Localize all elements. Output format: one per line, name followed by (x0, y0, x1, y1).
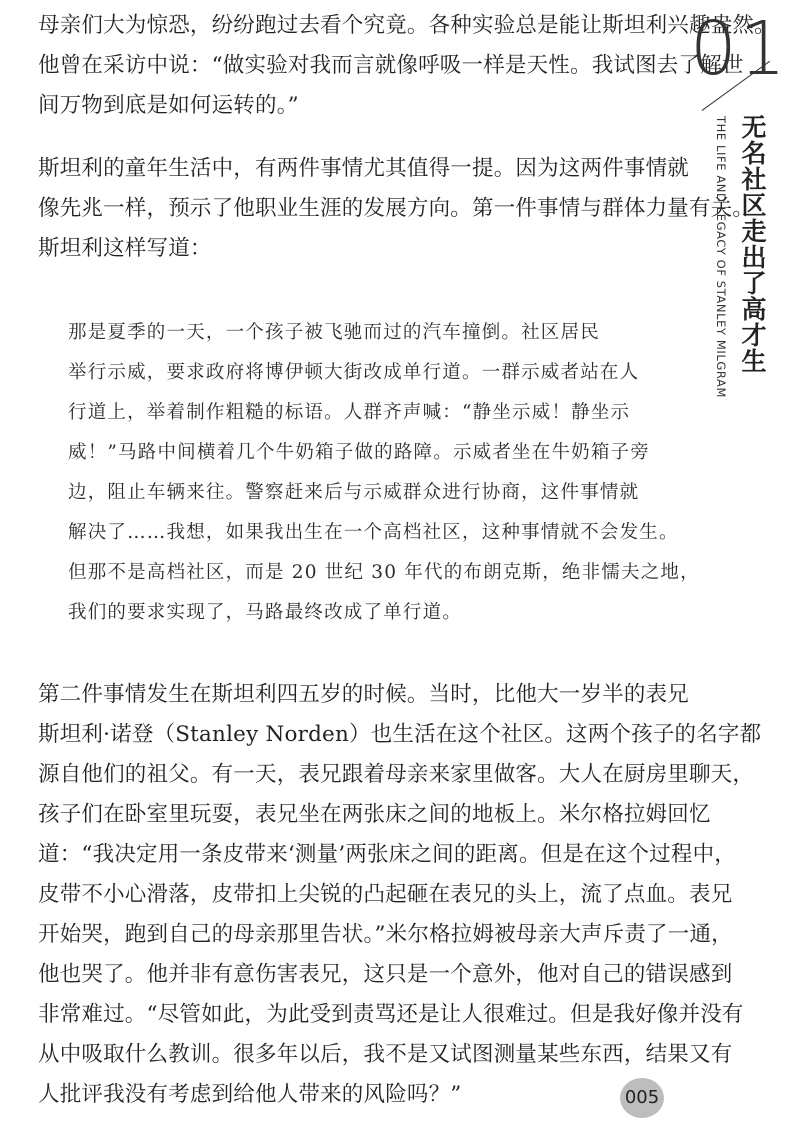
chapter-header (689, 0, 800, 400)
text-line: 人批评我没有考虑到给他人带来的风险吗？” (38, 1082, 462, 1107)
text-line: 皮带不小心滑落，皮带扣上尖锐的凸起砸在表兄的头上，流了点血。表兄 (38, 882, 733, 907)
text-line: 开始哭，跑到自己的母亲那里告状。”米尔格拉姆被母亲大声斥责了一通， (38, 922, 733, 947)
paragraph-3 (38, 675, 762, 1115)
text-line: 斯坦利这样写道： (38, 236, 212, 261)
chapter-number: 01 (689, 6, 788, 92)
page-number: 005 (620, 1078, 664, 1118)
text-line: 孩子们在卧室里玩耍，表兄坐在两张床之间的地板上。米尔格拉姆回忆 (38, 802, 711, 827)
text-line: 道：“我决定用一条皮带来‘测量’两张床之间的距离。但是在这个过程中， (38, 842, 736, 867)
quote-line: 我们的要求实现了，马路最终改成了单行道。 (68, 602, 463, 623)
text-line: 间万物到底是如何运转的。” (38, 93, 299, 118)
text-line: 非常难过。“尽管如此，为此受到责骂还是让人很难过。但是我好像并没有 (38, 1002, 744, 1027)
chapter-title: 无名社区走出了高才生 (738, 114, 767, 374)
text-line: 第二件事情发生在斯坦利四五岁的时候。当时，比他大一岁半的表兄 (38, 682, 690, 707)
text-line: 像先兆一样，预示了他职业生涯的发展方向。第一件事情与群体力量有关。 (38, 196, 755, 221)
quote-line: 但那不是高档社区，而是 20 世纪 30 年代的布朗克斯，绝非懦夫之地， (68, 562, 700, 583)
quote-line: 那是夏季的一天，一个孩子被飞驰而过的汽车撞倒。社区居民 (68, 322, 600, 343)
quote-line: 行道上，举着制作粗糙的标语。人群齐声喊：“静坐示威！静坐示 (68, 402, 631, 423)
block-quote (38, 313, 698, 633)
quote-line: 威！”马路中间横着几个牛奶箱子做的路障。示威者坐在牛奶箱子旁 (68, 442, 650, 463)
text-line: 他曾在采访中说：“做实验对我而言就像呼吸一样是天性。我试图去了解世 (38, 53, 744, 78)
text-line: 他也哭了。他并非有意伤害表兄，这只是一个意外，他对自己的错误感到 (38, 962, 733, 987)
quote-line: 举行示威，要求政府将博伊顿大街改成单行道。一群示威者站在人 (68, 362, 640, 383)
text-line: 斯坦利·诺登（Stanley Norden）也生活在这个社区。这两个孩子的名字都 (38, 722, 762, 747)
quote-line: 解决了……我想，如果我出生在一个高档社区，这种事情就不会发生。 (68, 522, 679, 543)
text-line: 母亲们大为惊恐，纷纷跑过去看个究竟。各种实验总是能让斯坦利兴趣盎然。 (38, 13, 776, 38)
quote-line: 边，阻止车辆来往。警察赶来后与示威群众进行协商，这件事情就 (68, 482, 640, 503)
text-line: 源自他们的祖父。有一天，表兄跟着母亲来家里做客。大人在厨房里聊天， (38, 762, 755, 787)
text-line: 斯坦利的童年生活中，有两件事情尤其值得一提。因为这两件事情就 (38, 156, 690, 181)
chapter-subtitle: THE LIFE AND LEGACY OF STANLEY MILGRAM (714, 116, 728, 398)
text-line: 从中吸取什么教训。很多年以后，我不是又试图测量某些东西，结果又有 (38, 1042, 733, 1067)
paragraph-2 (38, 149, 755, 269)
